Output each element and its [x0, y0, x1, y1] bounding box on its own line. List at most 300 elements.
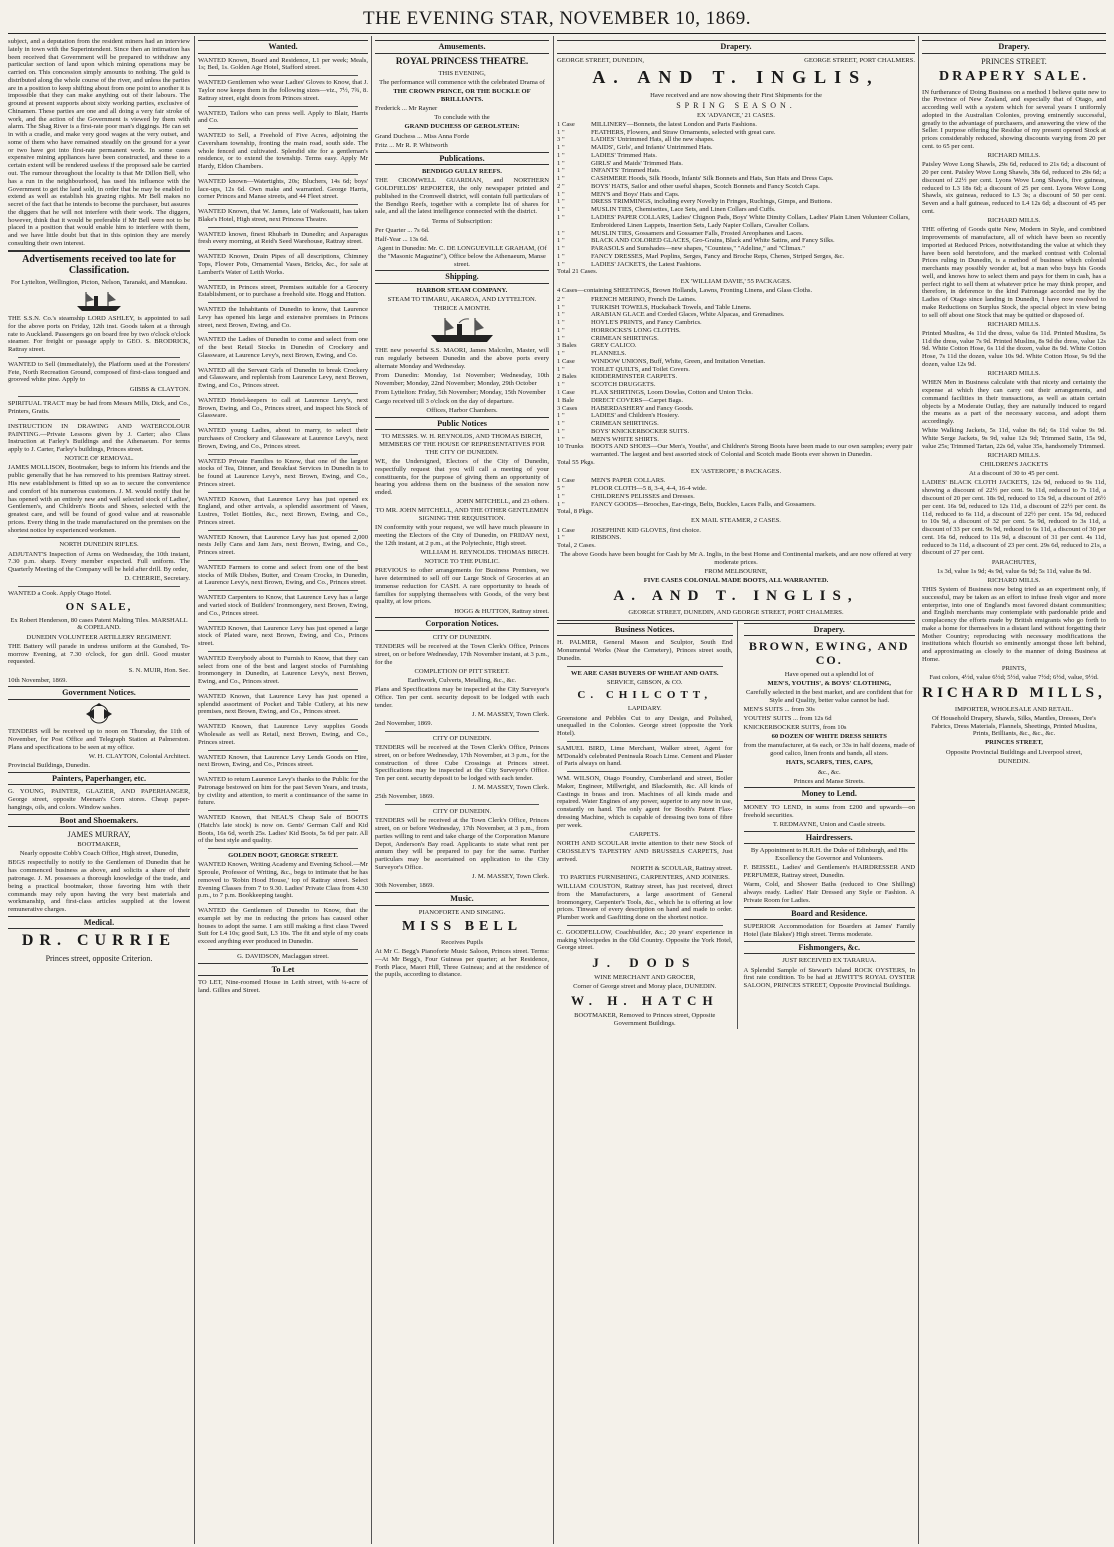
terms-half-year: Half-Year ... 13s 6d. — [375, 235, 429, 243]
section-heading-boots: Boot and Shoemakers. — [8, 814, 190, 828]
wanted-ad: WANTED Known, that Laurence Levy Lends Goods on Hire, next Brown, Ewing, and Co., Princes street. — [198, 753, 368, 769]
childrens-heading: CHILDREN'S JACKETS — [979, 461, 1049, 469]
golden-boot: GOLDEN BOOT, GEORGE STREET. — [228, 852, 338, 860]
spring-season: SPRING SEASON. — [676, 100, 796, 110]
ad-cook: WANTED a Cook. Apply Otago Hotel. — [8, 589, 112, 597]
divider — [208, 174, 358, 175]
section-heading-fishmongers: Fishmongers, &c. — [744, 941, 916, 955]
item-description: MAIDS', Girls', and Infants' Untrimmed Hats. — [591, 144, 713, 152]
wanted-ad: WANTED Private Families to Know, that one of the largest stocks of Tea, Dinner, and Breakfast Services in Dunedin is to be found at Laurence Levy's, next Brown, Ewing, and Co., Princes street. — [198, 457, 368, 488]
wanted-list — [198, 861, 368, 950]
ad-cromwell-guardian: THE CROMWELL GUARDIAN, and NORTHERN GOLDFIELDS' REPORTER, the only newspaper printed and published in the Cromwell district, will contain full particulars of the Bendigo Reefs, together with a complete list of shares for sale, and all the latest intelligence connected with the district. — [375, 177, 549, 216]
business-notices — [557, 621, 738, 1029]
shipment-total: Total, 8 Pkgs. — [557, 508, 594, 516]
city-heading: CITY OF DUNEDIN. — [432, 734, 492, 742]
ad-place: Provincial Buildings, Dunedin. — [8, 761, 91, 769]
item-quantity: 1 " — [557, 427, 565, 435]
divider — [208, 363, 358, 364]
wanted-ad: WANTED the Gentlemen of Dunedin to Know, that the example set by me in reducing the prices has caused other houses to adopt the same. I am still making a first class Tweed Suit for L4 10s; good Suit, L3 10s. The fit and style of my coats exceed anything ever produced in Dunedin. — [198, 907, 368, 946]
prints-heading: PRINTS, — [1001, 665, 1027, 673]
hatch-wordmark: W. H. HATCH — [570, 993, 719, 1009]
shipment-item — [557, 412, 915, 420]
theatre-evening: THIS EVENING, — [438, 69, 486, 77]
shipment-item — [557, 443, 915, 459]
shipment-item — [557, 501, 915, 509]
ad-signature: RICHARD MILLS. — [987, 370, 1041, 378]
section-heading-government: Government Notices. — [8, 686, 190, 700]
ad-platform-sale: WANTED to Sell (immediately), the Platform used at the Foresters' Fete, North Recreation Ground, composed of first-class tongued and grooved white pine. Apply to — [8, 360, 190, 384]
shipment-item — [557, 121, 915, 129]
section-heading-publications: Publications. — [375, 152, 549, 166]
item-quantity: 1 " — [557, 334, 565, 342]
ad-samuel-bird: SAMUEL BIRD, Lime Merchant, Walker street, Agent for M'Donald's celebrated Peninsula Roach Lime. Cement and Plaster of Paris always on hand. — [557, 744, 733, 768]
shipment-item — [557, 175, 915, 183]
ad-to-let: TO LET, Nine-roomed House in Leith street, with ¼-acre of land. Gillies and Street. — [198, 979, 368, 995]
ad-goodfellow: C. GOODFELLOW, Coachbuilder, &c.; 20 years' experience in making Velocipedes in the Old Country. Opposite the York Hotel, George street. — [557, 928, 733, 952]
ad-board: SUPERIOR Accommodation for Boarders at James' Family Hotel (late Blakes') High street. Terms moderate. — [743, 923, 915, 939]
divider — [208, 810, 358, 811]
parachutes-heading: PARACHUTES, — [991, 558, 1037, 566]
terms-heading: Terms of Subscription: — [431, 217, 493, 225]
inglis-received: Have received and are now showing their First Shipments for the — [650, 91, 822, 99]
dods-address: Corner of George street and Moray place, DUNEDIN. — [573, 982, 717, 990]
princes-street: PRINCES STREET, — [985, 739, 1043, 747]
shipment-item — [557, 405, 915, 413]
ad-signature: W. H. CLAYTON, Colonial Architect. — [88, 752, 190, 760]
item-description: HORROCKS'S LONG CLOTHS. — [591, 326, 681, 334]
tender-manure-depot: TENDERS will be received at the Town Clerk's Office, Princes street, on or before Wednesday, 17th November, at 3 p.m., from parties willing to rent and take charge of the Corporation Manure Depot, Anderson's Bay road. Applicants to state what rent per annum they will be prepared to pay for the same. Further particulars may be ascertained on application to the City Surveyor's Office. — [375, 817, 549, 871]
cast-line: Frederick ... Mr Rayner — [375, 105, 438, 113]
divider — [208, 590, 358, 591]
ad-oysters: A Splendid Sample of Stewart's Island ROCK OYSTERS, In first rate condition. To be had at JEWITT'S ROYAL OYSTER SALOON, PRINCES STREET, Opposite Provincial Buildings. — [743, 966, 915, 990]
divider — [208, 302, 358, 303]
item-description: WINDOW UNIONS, Buff, White, Green, and Imitation Venetian. — [591, 357, 766, 365]
item-quantity: 1 " — [557, 420, 565, 428]
section-heading-music: Music. — [375, 892, 549, 906]
section-heading-business: Business Notices. — [557, 623, 733, 637]
cast-line: Fritz ... Mr R. P. Whitworth — [375, 141, 448, 149]
wanted-ad: WANTED known, finest Rhubarb in Dunedin; and Asparagus fresh every morning, at Reid's Seed Warehouse, Rattray street. — [198, 230, 368, 246]
ad-young-painter: G. YOUNG, PAINTER, GLAZIER, AND PAPERHANGER, George street, opposite Meenan's Corn stores. Cheap paper-hangings, oils, and colors. Window sashes. — [8, 788, 190, 811]
divider — [208, 492, 358, 493]
item-quantity: 1 " — [557, 198, 565, 206]
item-description: FANCY DRESSES, Marl Poplins, Serges, Fancy and Broche Reps, Chenes, Striped Serges, &c. — [591, 252, 845, 260]
wanted-ad: WANTED Everybody about to Furnish to Know, that they can select from one of the best and largest stocks of Furnishing Ironmongery in Dunedin, at Laurence Levy's, next Brown, Ewing, and Co., Princes street. — [198, 654, 368, 686]
ad-artillery: THE Battery will parade in undress uniform at the Gunshed, To-morrow Evening, at 7.30 o'clock, for gun drill. Good muster requested. — [8, 642, 190, 666]
wanted-ad: WANTED Known, that Laurence Levy has just opened ex England, and other arrivals, a splendid assortment of Vases, Lustres, Toilet Bottles, &c., next Brown, Ewing, and Co., Princes street. — [198, 495, 368, 526]
ad-signature: HOGG & HUTTON, Rattray street. — [454, 607, 549, 615]
item-description: BOYS' KNICKERBOCKER SUITS. — [591, 427, 690, 435]
shipment-item-list — [557, 121, 915, 269]
section-heading-drapery: Drapery. — [744, 623, 916, 637]
chilcott-wordmark: C. CHILCOTT, — [577, 689, 713, 702]
shipment-item — [557, 183, 915, 191]
clothing-heading: MEN'S, YOUTHS', & BOYS' CLOTHING, — [767, 679, 891, 687]
mills-address: Opposite Provincial Buildings and Liverpool street, — [945, 748, 1083, 756]
shipment-item — [557, 493, 915, 501]
divider — [567, 771, 723, 772]
wanted-ad: WANTED the Inhabitants of Dunedin to know, that Laurence Levy has opened his large and extensive premises in Princes street, next Brown, Ewing, and Co. — [198, 306, 368, 329]
item-quantity: 1 " — [557, 190, 565, 198]
shipment-item — [557, 319, 915, 327]
item-quantity: 1 " — [557, 151, 565, 159]
item-description: FLOOR CLOTH—5 8, 3-4, 4-4, 16-4 wide. — [591, 484, 707, 492]
ad-signature: S. N. MUIR, Hon. Sec. — [128, 667, 190, 675]
wanted-ad: WANTED Known, that W. James, late of Waikouaiti, has taken Blake's Hotel, High street, next Princess Theatre. — [198, 208, 368, 223]
shipment-item — [557, 160, 915, 168]
shipment-item-list — [557, 527, 915, 543]
rifles-heading: NORTH DUNEDIN RIFLES. — [59, 541, 139, 549]
theatre-conclude: To conclude with the — [434, 114, 490, 122]
inglis-address: GEORGE STREET, DUNEDIN, AND GEORGE STREET, PORT CHALMERS. — [628, 608, 844, 616]
shipment-item — [557, 304, 915, 312]
princes-street: PRINCES STREET. — [981, 56, 1047, 66]
childrens-sub: At a discount of 30 to 45 per cent. — [969, 470, 1059, 478]
section-heading-drapery: Drapery. — [922, 40, 1106, 54]
shipment-item — [557, 230, 915, 238]
ad-signature: RICHARD MILLS. — [987, 152, 1041, 160]
ad-murray: BEGS respectfully to notify to the Gentlemen of Dunedin that he has commenced business as above, and solicits a share of their patronage. J. M. possesses a thorough knowledge of the trade, and being a practical bootmaker, those favoring him with their commands may rely upon having the very best materials and workmanship, and first-class articles supplied at the lowest remunerative charges. — [8, 859, 190, 914]
ad-signature: T. REDMAYNE, Union and Castle streets. — [772, 821, 886, 829]
wanted-ad: WANTED Known, that Laurence Levy has just opened a splendid assortment of Pocket and Table Cutlery, at his new premises, next Brown, Ewing, and Co., Princes street. — [198, 692, 368, 716]
item-description: LADIES' Untrimmed Hats, all the new shapes. — [591, 136, 715, 144]
wanted-ad: WANTED Known, that Laurence Levy supplies Goods Wholesale as well as Retail, next Brown, Ewing, and Co., Princes street. — [198, 723, 368, 746]
ad-signature: WILLIAM H. REYNOLDS. THOMAS BIRCH. — [420, 549, 549, 557]
divider — [208, 454, 358, 455]
shipment-item — [557, 129, 915, 137]
drapery-sale-title: DRAPERY SALE. — [938, 69, 1089, 85]
article-text: subject, and a deputation from the resident miners had an interview lately in town with the Superintendent. Since then an intimation has been received that Government will be prepared to withdraw any particular section of land upon which mining operations may be carried on. This concession simply amounts to nothing. The gold is distributed along the whole course of the river, and unless the parties are in a position to keep shifting about from one point to another it is impossible that they can make anything out of their labours. The ground at present supports about sixty working parties, exclusive of Chinamen. These parties are one and all doing a very fair stroke of work, and the action of the Government is viewed by them with alarm. The Shag River is a first-rate poor man's diggings. He can set in with a cradle, and make very good wages at the very outset, and some of them who have remained steadily on the ground for a year or two have got into first-rate permanent work. In some cases expensive mining appliances have been constructed, and these to a certain extent will be rendered useless if the proposed sale be carried out. The rumour throughout the locality is that Mr Dillon Bell, who has a run in the neighbourhood, has used his influence with the Government to get the land sold, in order that he may be enabled to extend as well as establish his grazing rights. Mr Bell makes no secret of the fact that he intends to become the purchaser, but assures the diggers that he will not interfere with their work. The diggers, however, think that it would be preferable if Mr Bell were not to be placed in a position that would enable him to interfere with them, and we have little doubt but that in this opinion they are merely consulting their own interest. — [8, 38, 190, 247]
shipment-item — [557, 152, 915, 160]
prints-prices: Fast colors, 4½d, value 6½d; 5½d, value 7½d; 6½d, value, 9½d. — [929, 674, 1099, 682]
ad-signature: RICHARD MILLS. — [987, 217, 1041, 225]
item-description: LADIES' PAPER COLLARS, Ladies' Chignon Pads, Boys' White Dimity Collars, Ladies' Plain Linen Volunteer Collars, Embroidered Linen Lappets, Insertion Sets, Lady Napier Collars, Cavalier Collars. — [591, 214, 910, 229]
item-description: FEATHERS, Flowers, and Straw Ornaments, selected with great care. — [591, 128, 776, 136]
item-quantity: 1 " — [557, 365, 565, 373]
item-quantity: 1 " — [557, 381, 565, 389]
item-quantity: 1 Case — [557, 526, 575, 534]
shipment-item — [557, 373, 915, 381]
item-quantity: 1 " — [557, 412, 565, 420]
electors-request: WE, the Undersigned, Electors of the City of Dunedin, respectfully request that you will call a meeting of your constituents, for the purpose of giving them an opportunity of hearing you address them on the business of the session now ended. — [375, 458, 549, 497]
shipment-item — [557, 428, 915, 436]
shirts-desc: from the manufacturer, at 6s each, or 33s in half dozens, made of good calico, linen fronts and bands, all sizes. — [743, 742, 915, 758]
theatre-title: ROYAL PRINCESS THEATRE. — [395, 56, 529, 67]
item-description: GIRLS' and Maids' Trimmed Hats. — [591, 159, 683, 167]
section-heading-board: Board and Residence. — [744, 907, 916, 921]
column-divider — [371, 36, 372, 1544]
item-description: HABERDASHERY and Fancy Goods. — [591, 404, 694, 412]
item-quantity: 1 " — [557, 303, 565, 311]
ad-government-tender: TENDERS will be received up to noon on Thursday, the 11th of November, for Post Office and Telegraph Station at Palmerston. Plans and specifications to be seen at my office. — [8, 728, 190, 751]
hats-heading: HATS, SCARFS, TIES, CAPS, — [785, 759, 873, 767]
richard-mills-wordmark: RICHARD MILLS, — [922, 684, 1106, 701]
ad-removal: JAMES MOLLISON, Bootmaker, begs to inform his friends and the public generally that he has removed to his premises Rattray street. His new establishment is fitted up so as to secure the convenience and comfort of his numerous customers. J. M. would notify that he has opened with an entirely new and well selected stock of Ladies', Gentlemen's, and Children's Boots and Shoes, selected with the greatest care, and will be found of good value and at reasonable prices. Every thing in the trade manufactured on the premises on the shortest notice by experienced workmen. — [8, 464, 190, 534]
ladies-jacket-prices: LADIES' BLACK CLOTH JACKETS, 12s 9d, reduced to 9s 11d, showing a discount of 22½ per cent. 9s 11d, reduced to 7s 11d, a discount of 20 per cent. 18s 9d, reduced to 13s 9d, a discount of 26½ per cent. 16s 9d, reduced to 12s 11d, a discount of 22½ per cent. 8s 11d, reduced to 6s 11d, a discount of 22½ per cent. 15s 9d, reduced to 10s 9d, a discount of 32 per cent. 5s 9d, reduced to 3s 11d, a discount of 33 per cent. 9s 9d, reduced to 6s 11d, a discount of 30 per cent. 16s 6d, reduced to 11s 9d, a discount of 31 per cent. 4s 11d, reduced to 3s 11d, a discount of 23 per cent. 29s 6d, reduced to 21s, a discount of 27 per cent. — [922, 479, 1106, 557]
item-description: ARABIAN GLACE and Corded Glaces, White Alpacas, and Grenadines. — [591, 311, 785, 319]
ad-signature: NORTH & SCOULAR, Rattray street. — [630, 864, 733, 872]
section-heading-shipping: Shipping. — [375, 270, 549, 284]
shipment-item — [557, 327, 915, 335]
shipment-item — [557, 420, 915, 428]
item-description: PARASOLS and Sunshades—new shapes, "Countess," "Adeline," and "Climax." — [591, 245, 805, 253]
brown-address: Princes and Manse Streets. — [793, 777, 865, 785]
section-heading-public: Public Notices — [375, 417, 549, 431]
item-description: BOOTS AND SHOES—Our Men's, Youths', and Children's Strong Boots have been made to our own samples; every pair warranted. The largest and best assorted stock of Colonial and Scotch made Boots ever shown in Dunedin. — [591, 443, 913, 459]
wanted-ad: WANTED, in Princes street, Premises suitable for a Grocery Establishment, or to purchase a freehold site. Hogg and Hutton. — [198, 283, 368, 299]
ad-chilcott: Greenstone and Pebbles Cut to any Design, and Polished, unequalled in the Colonies. George street (opposite the York Hotel). — [557, 714, 733, 738]
steamship-icon — [74, 290, 124, 312]
ad-signature: SERVICE, GIBSON, & CO. — [606, 678, 683, 686]
ad-money-to-lend: MONEY TO LEND, in sums from £200 and upwards—on freehold securities. — [743, 804, 915, 819]
tender-cube-crossings: TENDERS will be received at the Town Clerk's Office, Princes street, on or before Wednesday, 17th November, at 3 p.m., for the construction of three Cube Crossings at Princes street. Specifications may be inspected at the City Surveyor's Office. Ten per cent. security deposit to be lodged with each tender. — [375, 743, 549, 783]
column-2 — [198, 38, 368, 1543]
divider — [208, 128, 358, 129]
divider — [208, 227, 358, 228]
reply-heading: TO MR. JOHN MITCHELL, AND THE OTHER GENTLEMEN SIGNING THE REQUISITION. — [375, 507, 549, 523]
ad-beissel: F. BEISSEL, Ladies' and Gentlemen's HAIRDRESSER AND PERFUMER, Rattray street, Dunedin. — [743, 864, 915, 880]
item-quantity: 1 Case — [557, 389, 575, 397]
harbor-company: HARBOR STEAM COMPANY. — [416, 286, 508, 294]
theatre-intro: The performance will commence with the celebrated Drama of — [379, 79, 545, 87]
pitt-street-works: Earthwork, Culverts, Metalling, &c., &c. — [407, 677, 517, 685]
item-description: KIDDERMINSTER CARPETS. — [591, 373, 678, 381]
shipment-item — [557, 527, 915, 535]
sale-intro: IN furtherance of Doing Business on a method I believe quite new to the Province of New Zealand, and especially that of Otago, and according well with a system which for several years I uniformly adopted in the Australian Colonies, proving eminently successful, greatly to the advantage of purchasers, and answering the view of the Seller. I purpose offering the Residue of my present opened Stock at prices considerably reduced, showing discounts varying from 20 per cent. to 65 per cent. — [922, 88, 1106, 150]
column-4 — [557, 38, 915, 1543]
item-description: MILLINERY—Bonnets, the latest London and Paris Fashions. — [591, 120, 757, 128]
item-description: BOYS' HATS, Sailor and other useful shapes, Scotch Bonnets and Fancy Scotch Caps. — [591, 182, 820, 190]
divider — [208, 772, 358, 773]
from-melbourne: FROM MELBOURNE, — [704, 568, 768, 576]
inglis-wordmark: A. AND T. INGLIS, — [613, 588, 859, 605]
item-description: JOSEPHINE KID GLOVES, first choice. — [591, 526, 701, 534]
item-quantity: 1 " — [557, 245, 565, 253]
ad-signature: J. M. MASSEY, Town Clerk. — [472, 873, 549, 881]
item-quantity: 1 " — [557, 319, 565, 327]
ad-baths: Warm, Cold, and Shower Baths (reduced to One Shilling) always ready. Ladies' Hair Dressed any Style or Fashion. A Private Room for Ladies. — [743, 881, 915, 904]
item-description: TOILET QUILTS, and Toilet Covers. — [591, 365, 690, 373]
item-quantity: 1 " — [557, 237, 565, 245]
divider — [385, 731, 539, 732]
item-description: INFANTS' Trimmed Hats. — [591, 167, 661, 175]
crest-icon — [82, 703, 116, 725]
wanted-ad: WANTED Known, Drain Pipes of all descriptions, Chimney Tops, Flower Pots, Ornamental Vases, Bricks, &c., for sale at Lambert's Water of Leith Works. — [198, 253, 368, 276]
divider — [208, 903, 358, 904]
dods-wordmark: J. DODS — [592, 955, 698, 971]
column-1 — [8, 38, 190, 1543]
late-ads-heading: Advertisements received too late for Classification. — [8, 250, 190, 278]
wanted-ad: WANTED Known, Writing Academy and Evening School.—Mr Sproule, Professor of Writing, &c., begs to intimate that he has removed to 'Robin Hood House,' top of Rattray street. Select Evening Classes from 7 to 9.30. Ladies' Private Class from 4.30 p.m., to 7 p.m. Bookkeeping taught. — [198, 861, 368, 900]
bendigo-heading: BENDIGO GULLY REEFS. — [422, 168, 502, 176]
item-description: TURKISH TOWELS, Huckaback Towels, and Table Linens. — [591, 303, 752, 311]
cargo-note: Cargo received till 3 o'clock on the day of departure. — [375, 397, 514, 405]
ad-wilson-foundry: WM. WILSON, Otago Foundry, Cumberland and street, Boiler Maker, Engineer, Millwright, and Blacksmith, &c. All kinds of Castings in brass and iron. Machines of all kinds made and repaired. Water Engines of any power, superior to any now in use, constantly on hand. The only agent for Booth's Patent Flax-dressing Machine, which is capable of dressing two tons of fibre per week. — [557, 775, 733, 829]
terms-quarter: Per Quarter ... 7s 6d. — [375, 226, 430, 234]
etc: &c., &c. — [817, 768, 841, 776]
divider — [18, 586, 180, 587]
divider — [567, 666, 723, 667]
ad-north-scoular: NORTH AND SCOULAR invite attention to their new Stock of CROSSLEY'S TAPESTRY AND BRUSSELS CARPETS, Just arrived. — [557, 840, 733, 863]
item-description: FLANNELS. — [591, 350, 627, 358]
price-line: MEN'S SUITS ... from 30s — [743, 705, 815, 713]
section-heading-wanted: Wanted. — [198, 40, 368, 54]
shirts-heading: 60 DOZEN OF WHITE DRESS SHIRTS — [771, 733, 887, 741]
divider — [208, 423, 358, 424]
divider — [208, 560, 358, 561]
requisition-heading: TO MESSRS. W. H. REYNOLDS, AND THOMAS BIRCH, MEMBERS OF THE HOUSE OF REPRESENTATIVES FOR THE CITY OF DUNEDIN. — [379, 433, 545, 456]
divider — [208, 621, 358, 622]
schedule-from-lyttelton: From Lyttelton: Friday, 5th November; Monday, 15th November — [375, 388, 546, 396]
shipment-advance: EX 'ADVANCE,' 21 CASES. — [697, 111, 775, 119]
divider — [208, 249, 358, 250]
item-description: CRIMEAN SHIRTINGS. — [591, 334, 659, 342]
divider — [385, 804, 539, 805]
column-5 — [922, 38, 1106, 1543]
shipment-item — [557, 214, 915, 230]
item-description: SCOTCH DRUGGETS. — [591, 381, 656, 389]
reply-text: IN conformity with your request, we will have much pleasure in meeting the Electors of the City of Dunedin, on FRIDAY next, the 12th instant, at 2 p.m., at the Polytechnic, High street. — [375, 524, 549, 547]
removal-heading: NOTICE OF REMOVAL. — [64, 455, 134, 463]
ad-date: 10th November, 1869. — [8, 676, 68, 684]
item-description: FRENCH MERINO, French De Laines. — [591, 295, 697, 303]
cast-line: Grand Duchess ... Miss Anna Forde — [375, 132, 470, 140]
item-description: MEN'S and Boys' Hats and Caps. — [591, 190, 680, 198]
item-quantity: 1 " — [557, 311, 565, 319]
shipment-item — [557, 485, 915, 493]
pitt-street-heading: COMPLETION OF PITT STREET. — [414, 667, 510, 675]
item-quantity: 3 Bales — [557, 342, 577, 350]
divider — [208, 750, 358, 751]
divider — [208, 651, 358, 652]
ad-signature: J. M. MASSEY, Town Clerk. — [472, 784, 549, 792]
tararua-heading: JUST RECEIVED EX TARARUA. — [782, 957, 877, 965]
wanted-ad: WANTED the Ladies of Dunedin to come and select from one of the best Retail Stocks in Dunedin of Crockery and Glassware, at Laurence Levy's, next Brown, Ewing, and Co. — [198, 336, 368, 359]
ad-signature: J. M. MASSEY, Town Clerk. — [472, 710, 549, 718]
item-description: LADIES' and Children's Hosiery. — [591, 412, 680, 420]
section-heading-amusements: Amusements. — [375, 40, 549, 54]
play-title: THE CROWN PRINCE, OR THE BUCKLE OF BRILLIANTS. — [393, 88, 531, 103]
jacket-prices: White Walking Jackets, 5s 11d, value 8s 6d; 6s 11d value 9s 9d. White Serge Jackets, 9s 9d, value 12s 9d; Trimmed Satin, 15s 9d, value 25s; Trimmed Tartan, 22s 6d, value 35s, handsomely Trimmed. — [922, 427, 1106, 450]
item-description: MUSLIN TIES, Gossamers and Gossamer Falls, Frosted Areophanes and Laces. — [591, 229, 804, 237]
wanted-ad: WANTED Known, that NEAL'S Cheap Sale of BOOTS (Hatch's late stock) is now on. Gents' German Calf and Kid Boots, 16s 6d, worth 25s. Ladies' Kid Boots, 5s 6d per pair. All of the best style and quality. — [198, 814, 368, 845]
shipment-item — [557, 381, 915, 389]
wanted-ad: WANTED Known, that Laurence Levy has just opened 2,000 nests Jelly Cans and Jam Jars, next Brown, Ewing, and Co., Princes street. — [198, 533, 368, 557]
item-description: BLACK AND COLORED GLACES, Gro-Grains, Black and White Satins, and Fancy Silks. — [591, 237, 835, 245]
shipment-total: Total, 2 Cases. — [557, 542, 596, 550]
item-description: LADIES' Trimmed Hats. — [591, 151, 657, 159]
shipment-item — [557, 198, 915, 206]
column-divider — [918, 36, 919, 1544]
section-heading-medical: Medical. — [8, 916, 190, 930]
ad-date: 25th November, 1869. — [375, 793, 435, 801]
shipment-item — [557, 206, 915, 214]
item-quantity: 1 " — [557, 128, 565, 136]
divider — [567, 925, 723, 926]
column-3 — [375, 38, 549, 1543]
inglis-address-dunedin: GEORGE STREET, DUNEDIN, — [557, 56, 645, 64]
shawl-prices: Paisley Wove Long Shawls, 29s 6d, reduced to 21s 6d; a discount of 20 per cent. Paisley Wove Long Shawls, 38s 6d, reduced to 29s 6d; a discount of 22½ per cent. Lyons Wove Long Shawls, five guineas, reduced to L3 18s 6d; a discount of 25 per cent. Lyons Wove Long Shawls, six guineas, reduced to L3 3s; a discount of 50 per cent. Seven and a half guineas, reduced to L4 12s 6d; a discount of 45 per cent. — [922, 161, 1106, 215]
wanted-ad: WANTED to return Laurence Levy's thanks to the Public for the Patronage bestowed on him for the past Seven Years, and trusts, by civility and attention, to merit a continuance of the same in future. — [198, 776, 368, 807]
murray-name: JAMES MURRAY, — [67, 830, 131, 840]
parachutes-prices: 1s 3d, value 1s 9d; 4s 9d, value 6s 9d; 5s 11d, value 8s 9d. — [937, 567, 1091, 575]
item-quantity: 1 " — [557, 206, 565, 214]
brown-ewing-wordmark: BROWN, EWING, AND CO. — [748, 639, 910, 668]
ad-cash-buyers: WE ARE CASH BUYERS OF WHEAT AND OATS. — [570, 669, 719, 677]
item-quantity: 1 " — [557, 159, 565, 167]
price-line: YOUTHS' SUITS ... from 12s 6d — [743, 714, 832, 722]
shipment-item — [557, 136, 915, 144]
item-quantity: 1 " — [557, 492, 565, 500]
item-description: MEN'S PAPER COLLARS. — [591, 477, 666, 485]
route-heading: For Lyttelton, Wellington, Picton, Nelson, Taranaki, and Manukau. — [10, 279, 188, 287]
divider — [208, 332, 358, 333]
section-heading-painters: Painters, Paperhanger, etc. — [8, 772, 190, 786]
inglis-wordmark: A. AND T. INGLIS, — [592, 67, 880, 88]
item-description: FANCY GOODS—Brooches, Ear-rings, Belts, Buckles, Laces Falls, and Gossamers. — [591, 500, 816, 508]
muslin-prices: Printed Muslins, 4s 11d the dress, value 6s 11d. Printed Muslins, 5s 11d the dress, value 7s 9d. Printed Muslins, 8s 9d the dress, value 12s 9d. White Cotton Hose, 6s 11d the dozen, value 8s 9d. White Cotton Hose, 7s 11d the dozen, value 10s 9d. White Cotton Hose, 9s 9d the dozen, value 12s 9d. — [922, 329, 1106, 368]
shipment-asterope: EX 'ASTEROPE,' 8 PACKAGES. — [690, 468, 782, 476]
section-heading-corporation: Corporation Notices. — [375, 617, 549, 631]
shipment-item — [557, 167, 915, 175]
ad-drawing: INSTRUCTION IN DRAWING AND WATERCOLOUR PAINTING.—Private Lessons given by J. Carter; also Class Instruction at Farley's Buildings and the Athenaeum. For terms apply to J. Carter, Farley's buildings, Princes street. — [8, 422, 190, 454]
city-heading: CITY OF DUNEDIN. — [432, 634, 492, 642]
inglis-addresses — [557, 57, 915, 65]
schedule-from-dunedin: From Dunedin: Monday, 1st November; Wednesday, 10th November; Monday, 22nd November; Monday, 29th October — [375, 371, 549, 387]
item-description: CRIMEAN SHIRTINGS. — [591, 420, 659, 428]
wanted-ad: WANTED Farmers to come and select from one of the best stocks of Milk Dishes, Butter, and Cream Crocks, in Dunedin, at Laurence Levy's, next Brown, Ewing, and Co., Princes street. — [198, 563, 368, 587]
shipment-item — [557, 335, 915, 343]
divider — [208, 530, 358, 531]
item-quantity: 10 Trunks — [557, 443, 584, 451]
shipment-item — [557, 237, 915, 245]
item-description: DRESS TRIMMINGS, including every Novelty in Fringes, Ruchings, Gimps, and Buttons. — [591, 198, 833, 206]
item-description: MUSLIN TIES, Chemisettes, Lace Sets, and Linen Collars and Cuffs. — [591, 206, 776, 214]
shipment-total: Total 55 Pkgs. — [557, 458, 595, 466]
wanted-ad: WANTED Hotel-keepers to call at Laurence Levy's, next Brown, Ewing, and Co., Princes street, and inspect his Stock of Glassware. — [198, 396, 368, 420]
item-quantity: 1 " — [557, 500, 565, 508]
plans-note: Plans and Specifications may be inspected at the City Surveyor's Office. Ten per cent. security deposit to be lodged with each tender. — [375, 686, 549, 709]
item-quantity: 1 " — [557, 167, 565, 175]
item-description: FLAX SHIRTINGS, Loom Dowlas, Cotton and Union Ticks. — [591, 389, 753, 397]
item-description: GREY CALICO. — [591, 342, 637, 350]
item-description: LADIES' JACKETS, the Latest Fashions. — [591, 260, 702, 268]
item-quantity: 3 Cases — [557, 404, 578, 412]
divider — [208, 106, 358, 107]
section-heading-money: Money to Lend. — [744, 787, 916, 801]
miss-bell-wordmark: MISS BELL — [401, 919, 523, 935]
wanted-ad: WANTED, Tailors who can press well. Apply to Blair, Harris and Co. — [198, 109, 368, 125]
ad-date: 30th November, 1869. — [375, 882, 435, 890]
ad-hogg-hutton: PREVIOUS to other arrangements for Business Premises, we have determined to sell off our Large Stock of Groceries at an immense reduction for CASH. A rare opportunity to heads of families for supplying themselves with Goods, of the very best quality, at low prices. — [375, 567, 549, 606]
shipment-item — [557, 477, 915, 485]
ad-on-sale: Ex Robert Henderson, 80 cases Patent Malting Tiles. MARSHALL & COPELAND. — [10, 616, 188, 632]
ad-spiritual-tract: SPIRITUAL TRACT may be had from Messrs Mills, Dick, and Co., Printers, Gratis. — [8, 400, 190, 416]
offices: Offices, Harbor Chambers. — [426, 406, 498, 414]
shipment-item — [557, 350, 915, 358]
shipment-item — [557, 358, 915, 366]
importer-heading: IMPORTER, WHOLESALE AND RETAIL. — [954, 705, 1074, 713]
notice-heading: NOTICE TO THE PUBLIC. — [424, 558, 500, 566]
system-text: THIS System of Business now being tried as an experiment only, if successful, may be taken as an effort to infuse fresh vigor and more enterprise, into one of England's most favored distant communities; and English merchants may contemplate with pardonable pride and complacency the efforts made by British emigrants who go forth to make a home for themselves in a distant land without forgetting their Mother Country; reproducing with necessary modifications the institutions which flourish so eminently amongst those left behind, and approximating as closely to the manner of doing Business at Home. — [922, 585, 1106, 663]
shipment-item — [557, 144, 915, 152]
appointment: By Appointment to H.R.H. the Duke of Edinburgh, and His Excellency the Governor and Volunteers. — [750, 847, 908, 863]
steam-route: STEAM TO TIMARU, AKAROA, AND LYTTELTON. — [387, 296, 537, 304]
ad-signature: D. CHERRIE, Secretary. — [124, 575, 190, 583]
brown-opened: Have opened out a splendid lot of — [784, 670, 874, 678]
shipment-item-list — [557, 477, 915, 508]
agent-info: Agent in Dunedin: Mr. C. DE LONGUEVILLE GRAHAM, (Of the "Masonic Magazine"), Office below the Athenaeum, Manse street. — [377, 245, 547, 268]
